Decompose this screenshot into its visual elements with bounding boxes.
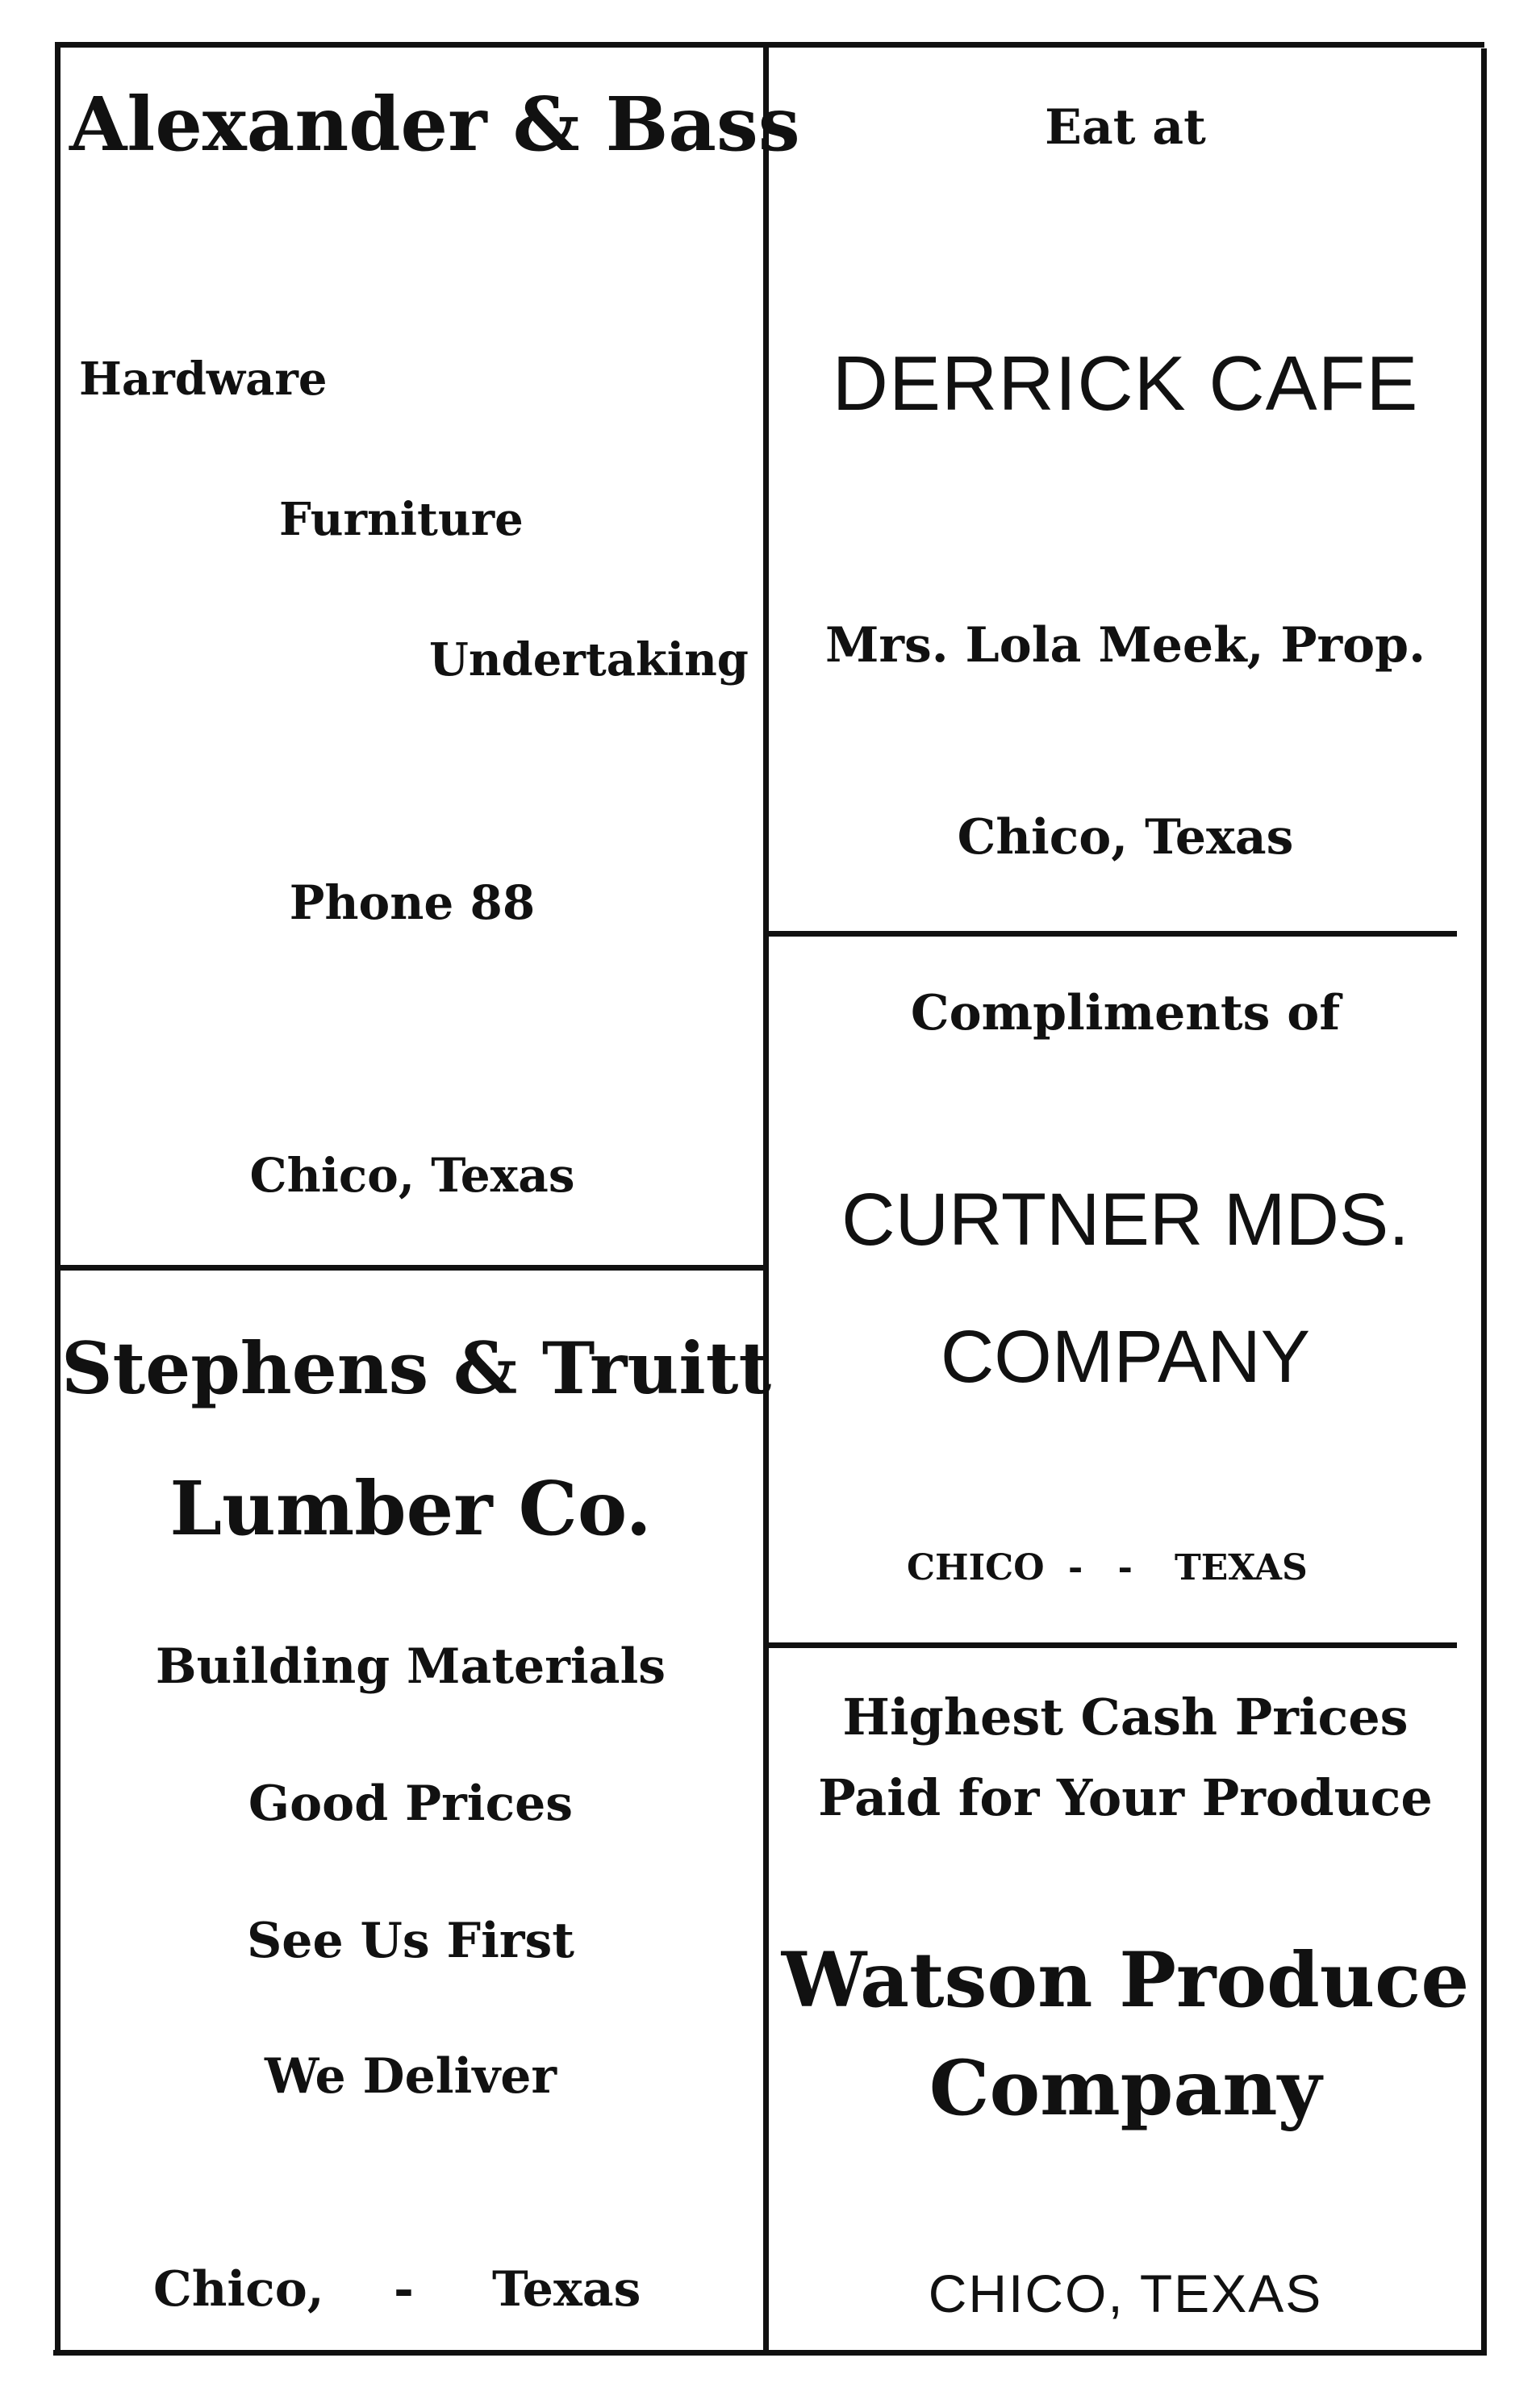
left-column-divider bbox=[58, 1265, 763, 1271]
stephens-truitt-location-dash: - bbox=[394, 2261, 414, 2318]
stephens-truitt-name-line1: Stephens & Truitt bbox=[61, 1326, 772, 1410]
alexander-bass-phone: Phone 88 bbox=[289, 875, 536, 930]
watson-location: CHICO, TEXAS bbox=[928, 2264, 1323, 2323]
derrick-cafe-ad bbox=[770, 48, 1481, 931]
derrick-cafe-intro: Eat at bbox=[1045, 99, 1206, 156]
stephens-truitt-we-deliver: We Deliver bbox=[265, 2048, 557, 2105]
alexander-bass-undertaking: Undertaking bbox=[429, 633, 749, 687]
watson-ad bbox=[770, 1649, 1481, 2349]
alexander-bass-name: Alexander & Bass bbox=[69, 81, 800, 168]
stephens-truitt-name-line2: Lumber Co. bbox=[169, 1465, 652, 1552]
derrick-cafe-proprietor: Mrs. Lola Meek, Prop. bbox=[824, 617, 1426, 674]
derrick-cafe-name: DERRICK CAFE bbox=[832, 340, 1419, 427]
stephens-truitt-building-materials: Building Materials bbox=[155, 1638, 666, 1695]
right-column-divider-upper bbox=[768, 931, 1457, 937]
watson-name-line2: Company bbox=[929, 2044, 1322, 2133]
curtner-name-line2: COMPANY bbox=[940, 1316, 1311, 1398]
alexander-bass-hardware: Hardware bbox=[79, 353, 328, 406]
center-divider bbox=[763, 45, 769, 2354]
curtner-location-dash: - - bbox=[1068, 1547, 1144, 1588]
right-column-divider-lower bbox=[768, 1642, 1457, 1648]
stephens-truitt-good-prices: Good Prices bbox=[248, 1776, 574, 1832]
stephens-truitt-location-city: Chico, bbox=[153, 2261, 324, 2318]
watson-tagline1: Highest Cash Prices bbox=[842, 1688, 1409, 1747]
curtner-ad bbox=[770, 937, 1481, 1642]
derrick-cafe-location: Chico, Texas bbox=[957, 809, 1294, 866]
stephens-truitt-ad bbox=[58, 1271, 772, 2349]
watson-name-line1: Watson Produce bbox=[781, 1936, 1470, 2025]
right-border bbox=[1481, 48, 1487, 2356]
alexander-bass-location: Chico, Texas bbox=[249, 1148, 575, 1203]
stephens-truitt-see-us-first: See Us First bbox=[246, 1913, 575, 1969]
bottom-border bbox=[53, 2350, 1485, 2356]
alexander-bass-furniture: Furniture bbox=[279, 493, 524, 546]
watson-tagline2: Paid for Your Produce bbox=[818, 1768, 1433, 1827]
alexander-bass-ad bbox=[61, 48, 800, 1265]
curtner-location-state: TEXAS bbox=[1175, 1547, 1308, 1588]
curtner-location-city: CHICO bbox=[907, 1547, 1045, 1588]
curtner-intro: Compliments of bbox=[910, 985, 1341, 1041]
top-border bbox=[56, 42, 1484, 48]
curtner-name-line1: CURTNER MDS. bbox=[841, 1179, 1409, 1261]
stephens-truitt-location-state: Texas bbox=[492, 2261, 641, 2318]
